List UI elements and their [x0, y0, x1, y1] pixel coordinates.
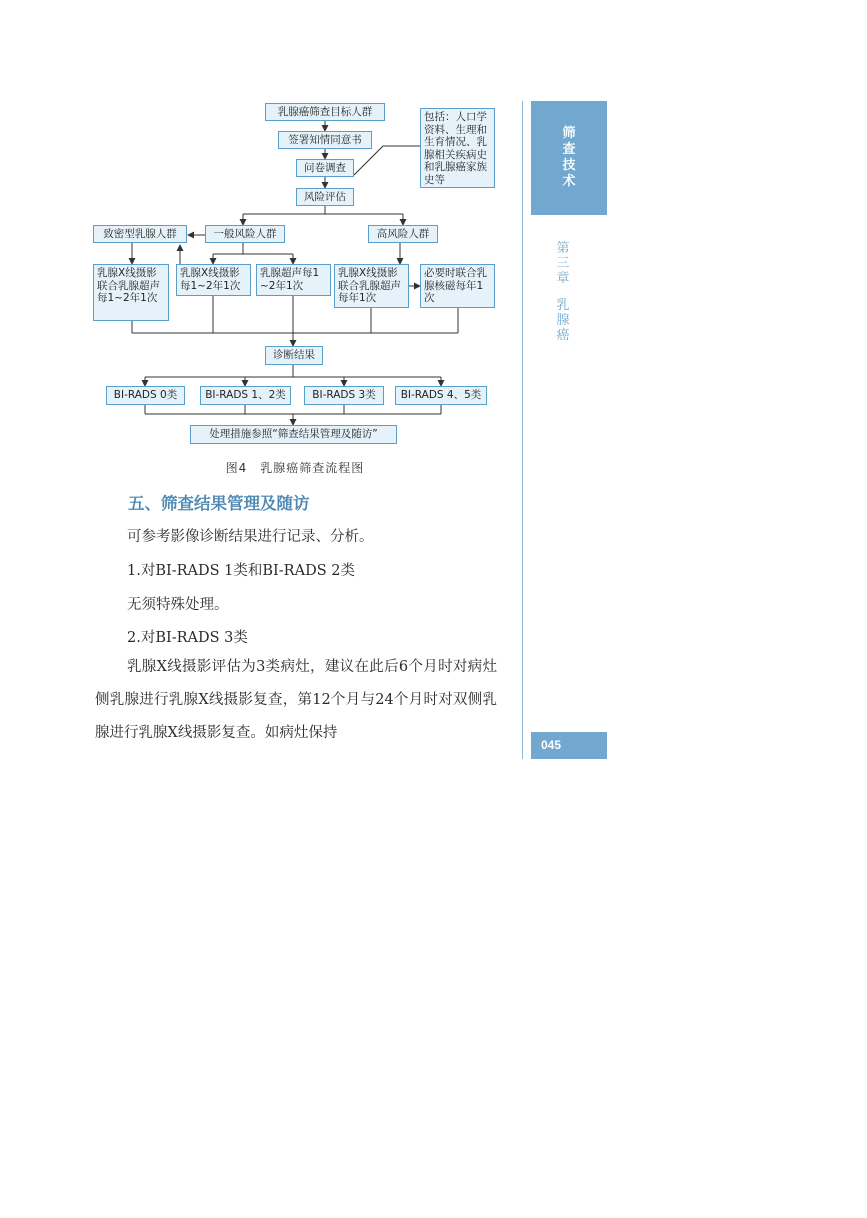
box-general-mammo: 乳腺X线摄影每1~2年1次	[176, 264, 251, 296]
box-risk-assessment: 风险评估	[296, 188, 354, 206]
section-tab-char-2: 查	[562, 142, 576, 157]
margin-divider	[522, 101, 523, 759]
box-target-population: 乳腺癌筛查目标人群	[265, 103, 385, 121]
section-tab-char-1: 筛	[562, 126, 576, 141]
figure-caption: 图4 乳腺癌筛查流程图	[225, 461, 365, 475]
chapter-char-4: 乳	[556, 298, 570, 313]
section-tab-char-3: 技	[562, 158, 576, 173]
box-birads-4-5: BI-RADS 4、5类	[395, 386, 487, 405]
chapter-char-1: 第	[556, 241, 570, 256]
paragraph-4: 2.对BI-RADS 3类	[127, 630, 248, 646]
box-birads-0: BI-RADS 0类	[106, 386, 185, 405]
box-diagnosis: 诊断结果	[265, 346, 323, 365]
chapter-char-6: 癌	[556, 328, 570, 343]
box-general-risk: 一般风险人群	[205, 225, 285, 243]
box-dense-plan: 乳腺X线摄影联合乳腺超声每1~2年1次	[93, 264, 169, 321]
box-high-mri: 必要时联合乳腺核磁每年1次	[420, 264, 495, 308]
section-tab-char-4: 术	[562, 174, 576, 189]
box-high-plan: 乳腺X线摄影联合乳腺超声每年1次	[334, 264, 409, 308]
section-title: 五、筛查结果管理及随访	[128, 494, 310, 513]
paragraph-2: 1.对BI-RADS 1类和BI-RADS 2类	[127, 563, 355, 579]
box-high-risk: 高风险人群	[368, 225, 438, 243]
box-management: 处理措施参照“筛查结果管理及随访”	[190, 425, 397, 444]
box-questionnaire-note: 包括：人口学资料、生理和生育情况、乳腺相关疾病史和乳腺癌家族史等	[420, 108, 495, 188]
chapter-char-3: 章	[556, 271, 570, 286]
box-birads-3: BI-RADS 3类	[304, 386, 384, 405]
box-consent: 签署知情同意书	[278, 131, 372, 149]
page-number: 045	[531, 732, 607, 759]
chapter-char-2: 三	[556, 256, 570, 271]
paragraph-3: 无须特殊处理。	[127, 597, 229, 613]
box-birads-1-2: BI-RADS 1、2类	[200, 386, 291, 405]
section-tab	[531, 101, 607, 215]
box-dense-breast: 致密型乳腺人群	[93, 225, 187, 243]
chapter-char-5: 腺	[556, 313, 570, 328]
paragraph-1: 可参考影像诊断结果进行记录、分析。	[127, 529, 374, 545]
chapter-label	[550, 241, 576, 343]
box-questionnaire: 问卷调查	[296, 159, 354, 177]
paragraph-5: 乳腺X线摄影评估为3类病灶，建议在此后6个月时对病灶侧乳腺进行乳腺X线摄影复查，第12个月与24个月时对双侧乳腺进行乳腺X线摄影复查。如病灶保持	[95, 659, 497, 741]
box-general-ultrasound: 乳腺超声每1~2年1次	[256, 264, 331, 296]
